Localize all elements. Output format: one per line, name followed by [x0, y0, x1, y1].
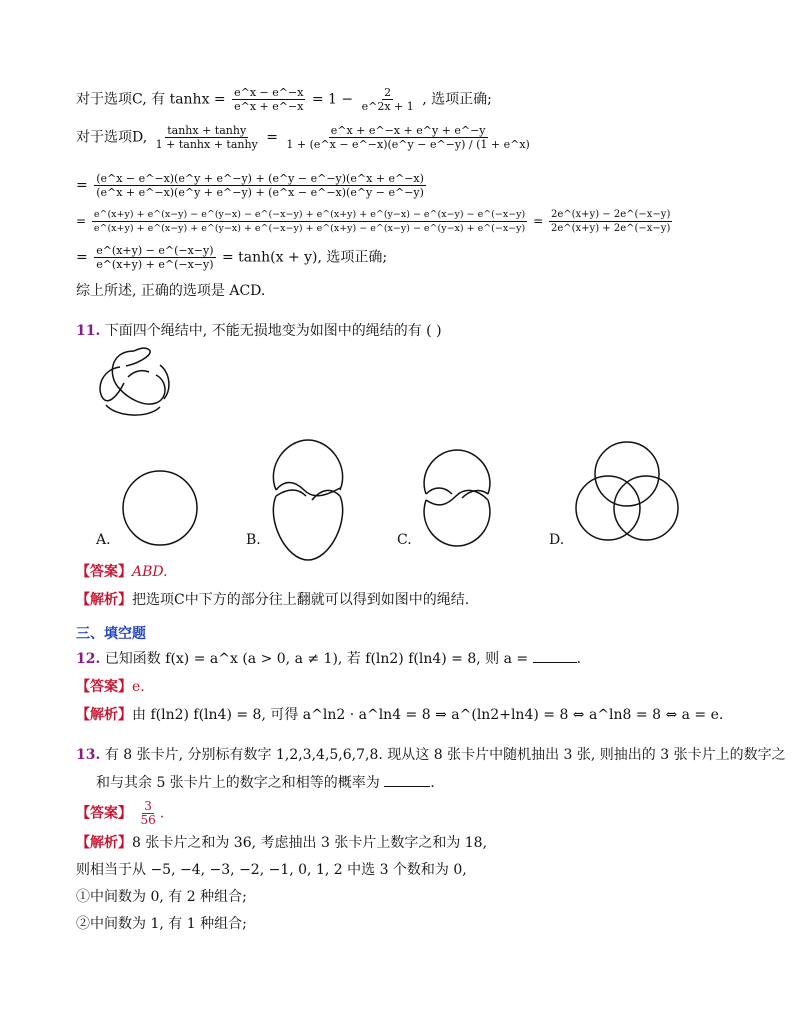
fraction: $\frac{\tanh x + \tanh y}{1 + \tanh x + \tanh y}$ [155, 124, 258, 151]
option-d-label: D. [549, 532, 565, 548]
question-13-cont: 和与其余 5 张卡片上的数字之和相等的概率为 . [96, 775, 435, 791]
option-b-label: B. [246, 532, 261, 548]
option-c-knot-figure [420, 448, 494, 548]
fraction: $\frac{2e\^{}(x+y) - 2e\^{}(-x-y)}{2e\^{}(x+y) + 2e\^{}(-x-y)}$ [550, 209, 671, 234]
question-12: 12. 已知函数 f(x) = a^x (a > 0, a ≠ 1), 若 f(ln2) f(ln4) = 8, 则 a = . [76, 651, 582, 667]
q13-analysis-2: 则相当于从 −5, −4, −3, −2, −1, 0, 1, 2 中选 3 个数和为 0, [76, 862, 467, 878]
q11-analysis: 【解析】把选项C中下方的部分往上翻就可以得到如图中的绳结. [76, 592, 470, 608]
option-c-line: 对于选项C, 有 tanhx = $\frac{e\^{}x - e\^{}-x}{e\^{}x + e\^{}-x}$ = 1 − $\frac{2}{e\^{}2x + 1}$ , 选项正确; [76, 86, 492, 113]
question-11: 11. 下面四个绳结中, 不能无损地变为如图中的绳结的有 ( ) [76, 323, 442, 339]
q13-analysis: 【解析】8 张卡片之和为 36, 考虑抽出 3 张卡片上数字之和为 18, [76, 835, 488, 851]
fraction: e^(x+y) + e^(x−y) − e^(y−x) − e^(−x−y) + e^(x+y) + e^(y−x) − e^(x−y) − e^(−x−y) e^(x+y) + e^(x−y) + e^(y−x) + e^(−x−y) + e^(x+y) − e^(x−y) − e^(y−x) + e^(−x−y) [93, 209, 526, 234]
answer-blank [533, 650, 577, 663]
trefoil-knot-figure [94, 345, 174, 423]
option-b-knot-figure [268, 436, 348, 564]
section-heading: 三、填空题 [76, 626, 146, 642]
q13-analysis-4: ②中间数为 1, 有 1 种组合; [76, 916, 247, 932]
q13-answer: 【答案】 $\frac{3}{56}$ . [76, 799, 165, 827]
option-d-line: 对于选项D, $\frac{\tanh x + \tanh y}{1 + \tanh x + \tanh y}$ = $\frac{e\^{}x + e\^{}-x + e\^{}y + e\^{}-y}{1 + (e\^{}x - e\^{}-x)(e\^{}y - e\^{}-y) / (1 + e\^{}x)}$ [76, 124, 530, 151]
fraction: $\frac{2}{e\^{}2x + 1}$ [361, 86, 414, 113]
option-d-borromean-figure [572, 440, 682, 548]
fraction: $\frac{e\^{}(x+y) - e\^{}(-x-y)}{e\^{}(x+y) + e\^{}(-x-y)}$ [96, 244, 214, 271]
derivation-line-1: = $\frac{(e\^{}x - e\^{}-x)(e\^{}y + e\^{}-y) + (e\^{}y - e\^{}-y)(e\^{}x + e\^{}-x)}{(e\^{}x + e\^{}-x)(e\^{}y + e\^{}-y) + (e\^{}x - e\^{}-x)(e\^{}y - e\^{}-y)}$ [76, 172, 424, 199]
option-a-unknot-figure [120, 468, 200, 548]
answer-blank [384, 774, 430, 787]
option-a-label: A. [96, 532, 111, 548]
option-c-label: C. [397, 532, 412, 548]
fraction: $\frac{e\^{}x - e\^{}-x}{e\^{}x + e\^{}-x}$ [234, 86, 304, 113]
q12-answer: 【答案】e. [76, 679, 145, 695]
fraction: $\frac{(e\^{}x - e\^{}-x)(e\^{}y + e\^{}-y) + (e\^{}y - e\^{}-y)(e\^{}x + e\^{}-x)}{(e\^{}x + e\^{}-x)(e\^{}y + e\^{}-y) + (e\^{}x - e\^{}-x)(e\^{}y - e\^{}-y)}$ [96, 172, 424, 199]
q12-analysis: 【解析】由 f(ln2) f(ln4) = 8, 可得 a^ln2 · a^ln4 = 8 ⇒ a^(ln2+ln4) = 8 ⇔ a^ln8 = 8 ⇔ a = e. [76, 707, 724, 723]
conclusion-line: 综上所述, 正确的选项是 ACD. [76, 283, 266, 299]
question-13: 13. 有 8 张卡片, 分别标有数字 1,2,3,4,5,6,7,8. 现从这 8 张卡片中随机抽出 3 张, 则抽出的 3 张卡片上的数字之 [76, 747, 786, 763]
q13-analysis-3: ①中间数为 0, 有 2 种组合; [76, 889, 247, 905]
fraction: $\frac{e\^{}x + e\^{}-x + e\^{}y + e\^{}-y}{1 + (e\^{}x - e\^{}-x)(e\^{}y - e\^{}-y) / (1 + e\^{}x)}$ [286, 124, 530, 151]
derivation-line-2: = e^(x+y) + e^(x−y) − e^(y−x) − e^(−x−y) + e^(x+y) + e^(y−x) − e^(x−y) − e^(−x−y) e^(x+y) + e^(x−y) + e^(y−x) + e^(−x−y) + e^(x+y) − e^(x−y) − e^(y−x) + e^(−x−y) = $\frac{2e\^{}(x+y) - 2e\^{}(-x-y)}{2e\^{}(x+y) + 2e\^{}(-x-y)}$ [76, 209, 671, 234]
q11-answer: 【答案】ABD. [76, 564, 168, 580]
answer-fraction: $\frac{3}{56}$ [140, 799, 156, 827]
derivation-line-3: = $\frac{e\^{}(x+y) - e\^{}(-x-y)}{e\^{}(x+y) + e\^{}(-x-y)}$ = tanh(x + y), 选项正确; [76, 244, 388, 271]
